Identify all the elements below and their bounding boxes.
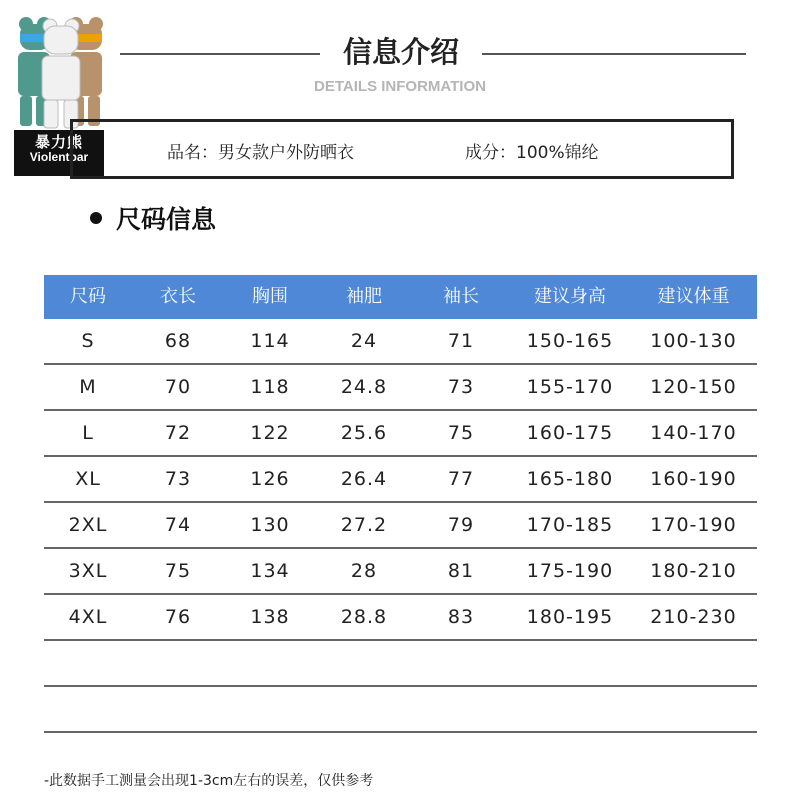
size-table: [44, 275, 757, 733]
product-material: 成分：100%锦纶: [465, 143, 599, 163]
table-row: [44, 365, 757, 411]
measurement-note: -此数据手工测量会出现1-3cm左右的误差，仅供参考: [44, 773, 374, 789]
table-cell: 3XL: [68, 560, 108, 582]
table-cell: 150-165: [526, 330, 614, 352]
table-cell: 140-170: [650, 422, 737, 444]
column-header: 建议体重: [657, 286, 730, 307]
table-cell: 73: [447, 376, 475, 398]
table-cell: 170-185: [526, 514, 614, 536]
table-row: [44, 503, 757, 549]
table-cell: 75: [447, 422, 475, 444]
table-cell: 155-170: [526, 376, 614, 398]
table-cell: 24: [350, 330, 378, 352]
table-cell: 27.2: [340, 514, 388, 536]
page-title: 信息介绍: [342, 35, 459, 69]
product-name: 品名：男女款户外防晒衣: [167, 143, 354, 163]
table-cell: 180-195: [526, 606, 614, 628]
table-cell: L: [82, 422, 94, 444]
table-cell: 160-175: [526, 422, 614, 444]
table-row-empty: [44, 641, 757, 687]
table-cell: 83: [447, 606, 475, 628]
table-cell: 72: [164, 422, 192, 444]
column-header: 建议身高: [534, 286, 606, 307]
table-cell: 138: [250, 606, 290, 628]
table-cell: 76: [164, 606, 192, 628]
table-cell: 71: [447, 330, 475, 352]
table-cell: M: [79, 376, 97, 398]
table-cell: 100-130: [650, 330, 737, 352]
table-cell: 122: [250, 422, 290, 444]
table-cell: 24.8: [340, 376, 388, 398]
table-cell: [44, 641, 132, 685]
table-row: [44, 319, 757, 365]
table-cell: 75: [164, 560, 192, 582]
table-row: [44, 595, 757, 641]
product-info-box: [70, 119, 734, 179]
page-subtitle: DETAILS INFORMATION: [314, 78, 486, 95]
table-cell: 25.6: [340, 422, 388, 444]
table-cell: 77: [447, 468, 475, 490]
table-row: [44, 457, 757, 503]
table-cell: 68: [164, 330, 192, 352]
table-cell: 26.4: [340, 468, 388, 490]
column-header: 袖长: [443, 286, 479, 307]
header-divider-right: [482, 53, 746, 55]
table-cell: 175-190: [526, 560, 614, 582]
table-cell: 126: [250, 468, 290, 490]
table-cell: 74: [164, 514, 192, 536]
table-row: [44, 549, 757, 595]
column-header: 胸围: [252, 286, 288, 307]
table-cell: 180-210: [650, 560, 737, 582]
table-cell: 81: [447, 560, 475, 582]
table-cell: 70: [164, 376, 192, 398]
table-cell: 120-150: [650, 376, 737, 398]
bear-figure-icon: [14, 12, 106, 130]
table-cell: 160-190: [650, 468, 737, 490]
section-title: 尺码信息: [116, 205, 217, 234]
table-cell: 2XL: [68, 514, 108, 536]
table-cell: 118: [250, 376, 290, 398]
column-header: 衣长: [160, 286, 196, 307]
table-cell: 210-230: [650, 606, 737, 628]
column-header: 袖肥: [346, 286, 382, 307]
table-cell: 28: [350, 560, 378, 582]
logo-brand-cn: 暴力熊: [34, 133, 83, 151]
table-cell: 114: [250, 330, 290, 352]
table-cell: 73: [164, 468, 192, 490]
table-cell: 165-180: [526, 468, 614, 490]
header-divider-left: [120, 53, 320, 55]
table-cell: 130: [250, 514, 290, 536]
table-cell: XL: [75, 468, 101, 490]
table-cell: S: [81, 330, 95, 352]
table-cell: 170-190: [650, 514, 737, 536]
table-row: [44, 411, 757, 457]
table-header: [44, 275, 757, 319]
logo-brand-en: Violentbar: [29, 149, 89, 164]
section-bullet-icon: [90, 212, 102, 224]
table-cell: 4XL: [68, 606, 108, 628]
column-header: 尺码: [70, 286, 106, 307]
table-cell: 134: [250, 560, 290, 582]
table-cell: 79: [447, 514, 475, 536]
table-cell: [44, 687, 132, 731]
table-row-empty: [44, 687, 757, 733]
table-cell: 28.8: [340, 606, 388, 628]
